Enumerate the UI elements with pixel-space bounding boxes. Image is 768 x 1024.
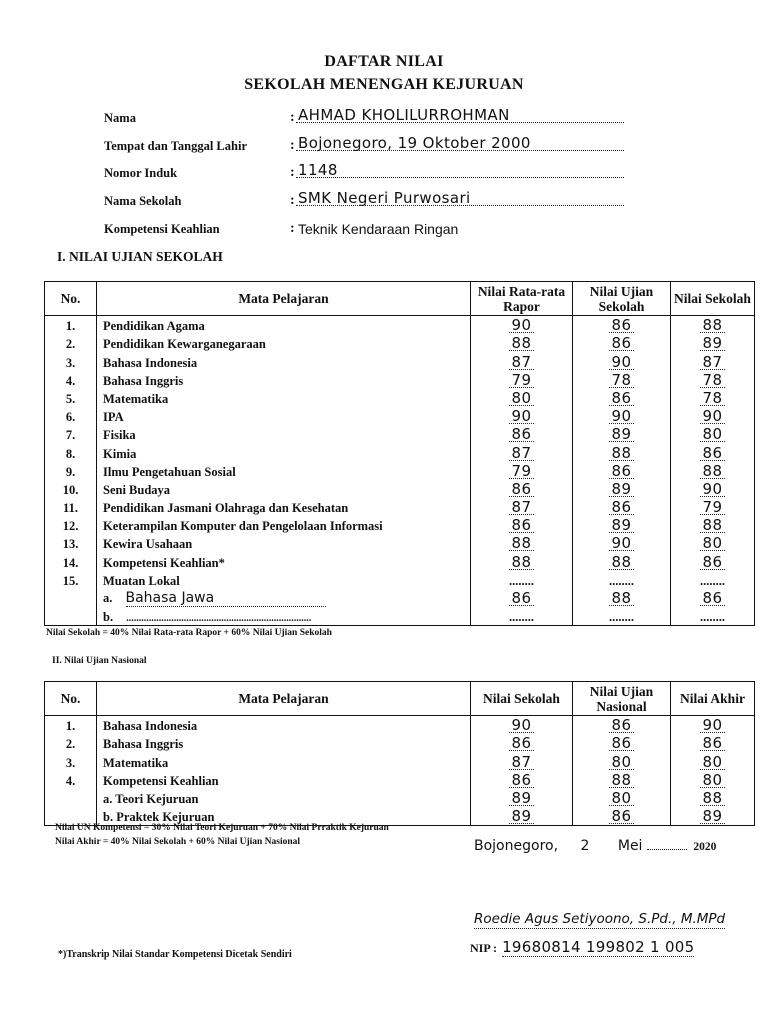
grade-ujian: 86 <box>611 498 632 517</box>
sub-item-letter: b. <box>103 610 114 625</box>
row-subject: IPA <box>97 407 471 425</box>
row-no: 1. <box>45 316 97 335</box>
grade-sekolah: 80 <box>702 425 723 444</box>
section2-heading: II. Nilai Ujian Nasional <box>52 656 147 666</box>
table-row <box>45 789 755 807</box>
row-subject: a. Teori Kejuruan <box>97 789 471 807</box>
table-row <box>45 407 755 425</box>
grade-akhir: 90 <box>702 716 723 735</box>
grade-rapor: 86 <box>511 589 532 607</box>
grade-rapor: ........ <box>471 571 573 589</box>
grade-rapor: 90 <box>511 407 532 426</box>
grade-sekolah: 86 <box>702 443 723 462</box>
row-no: 2. <box>45 334 97 352</box>
row-subject: Pendidikan Kewarganegaraan <box>97 334 471 352</box>
row-subject: Fisika <box>97 425 471 443</box>
field-value: Bojonegoro, 19 Oktober 2000 <box>298 134 531 152</box>
table-row <box>45 443 755 461</box>
table-row <box>45 716 755 735</box>
field-label: Nama Sekolah <box>104 194 182 208</box>
row-no: 11. <box>45 498 97 516</box>
table-row <box>45 552 755 570</box>
row-no: 13. <box>45 534 97 552</box>
grade-akhir: 88 <box>702 788 723 807</box>
grade-ujian: ........ <box>573 607 671 626</box>
dotted-line <box>296 122 624 123</box>
col-header-nilai-sekolah: Nilai Sekolah <box>471 682 573 716</box>
grade-sekolah: 86 <box>702 552 723 571</box>
grade-sekolah: 80 <box>702 534 723 553</box>
nip-label: NIP : <box>470 941 497 955</box>
table-row <box>45 607 755 626</box>
grade-sekolah: ........ <box>671 571 755 589</box>
dotted-line <box>296 177 624 178</box>
field-label: Nama <box>104 111 136 125</box>
row-no: 4. <box>45 371 97 389</box>
table-row <box>45 389 755 407</box>
grade-akhir: 89 <box>702 807 723 826</box>
table-row <box>45 334 755 352</box>
grade-sekolah: 86 <box>702 589 723 607</box>
grade-rapor: 88 <box>511 552 532 571</box>
grade-ujian: 86 <box>611 316 632 335</box>
grade-rapor: 87 <box>511 352 532 371</box>
sub-item-letter: a. <box>103 591 113 605</box>
col-header-no: No. <box>45 682 97 716</box>
grade-akhir: 80 <box>702 770 723 789</box>
field-value: AHMAD KHOLILURROHMAN <box>298 106 510 124</box>
row-subject: Bahasa Indonesia <box>97 716 471 735</box>
dotted-line <box>296 150 624 151</box>
table-row <box>45 534 755 552</box>
row-no: 4. <box>45 771 97 789</box>
sign-month: Mei <box>617 838 643 854</box>
grade-sekolah: 78 <box>702 370 723 389</box>
row-subject: b. Praktek Kejuruan <box>97 807 471 826</box>
section2-formula-1: Nilai UN Kompetensi = 30% Nilai Teori Kejuruan + 70% Nilai Prraktik Kejuruan <box>55 823 389 833</box>
grade-ujian: 86 <box>611 388 632 407</box>
col-header-nilai-akhir: Nilai Akhir <box>671 682 755 716</box>
row-no <box>45 589 97 607</box>
field-value: SMK Negeri Purwosari <box>298 189 471 207</box>
grade-rapor: 88 <box>511 334 532 353</box>
table-row <box>45 589 755 607</box>
table-row <box>45 352 755 370</box>
grade-sekolah: 88 <box>702 461 723 480</box>
nip-line <box>470 937 694 956</box>
col-header-rapor: Nilai Rata-rata Rapor <box>471 282 573 316</box>
grade-sekolah: 86 <box>511 734 532 753</box>
section1-formula: Nilai Sekolah = 40% Nilai Rata-rata Rapor + 60% Nilai Ujian Sekolah <box>46 628 332 638</box>
row-subject: Kimia <box>97 443 471 461</box>
grade-rapor: 79 <box>511 461 532 480</box>
row-subject: Kompetensi Keahlian* <box>97 552 471 570</box>
grade-sekolah: 88 <box>702 516 723 535</box>
grade-nasional: 86 <box>611 807 632 826</box>
field-value: Teknik Kendaraan Ringan <box>298 221 459 237</box>
table-row <box>45 498 755 516</box>
grade-ujian: 89 <box>611 516 632 535</box>
row-subject <box>97 589 471 607</box>
row-subject: Bahasa Inggris <box>97 371 471 389</box>
row-no: 10. <box>45 480 97 498</box>
row-subject: Bahasa Indonesia <box>97 352 471 370</box>
grade-nasional: 88 <box>611 770 632 789</box>
grade-nasional: 86 <box>611 734 632 753</box>
field-colon: : <box>290 193 295 208</box>
row-subject: Kewira Usahaan <box>97 534 471 552</box>
muatan-lokal-b: .......................................................................... <box>126 613 312 625</box>
grade-rapor: 86 <box>511 425 532 444</box>
field-value: 1148 <box>298 161 338 179</box>
col-header-subject: Mata Pelajaran <box>97 682 471 716</box>
col-header-no: No. <box>45 282 97 316</box>
table-row <box>45 571 755 589</box>
row-no: 2. <box>45 734 97 752</box>
grade-rapor: 80 <box>511 388 532 407</box>
school-exam-rows <box>45 316 755 626</box>
table-row <box>45 316 755 335</box>
row-no: 6. <box>45 407 97 425</box>
row-subject: Kompetensi Keahlian <box>97 771 471 789</box>
field-colon: : <box>290 221 295 236</box>
footnote: *)Transkrip Nilai Standar Kompetensi Dicetak Sendiri <box>58 949 292 960</box>
row-no: 5. <box>45 389 97 407</box>
grade-sekolah: 79 <box>702 498 723 517</box>
row-no: 3. <box>45 352 97 370</box>
grade-sekolah: 90 <box>702 479 723 498</box>
table-row <box>45 425 755 443</box>
grade-ujian: 88 <box>611 552 632 571</box>
row-subject: Bahasa Inggris <box>97 734 471 752</box>
field-colon: : <box>290 110 295 125</box>
grade-rapor: 86 <box>511 479 532 498</box>
col-header-nilai-sekolah: Nilai Sekolah <box>671 282 755 316</box>
row-subject: Pendidikan Jasmani Olahraga dan Kesehatan <box>97 498 471 516</box>
row-no <box>45 789 97 807</box>
place-and-date <box>474 838 716 854</box>
grade-sekolah: 89 <box>511 807 532 826</box>
nip-value: 19680814 199802 1 005 <box>502 938 695 956</box>
grade-ujian: 89 <box>611 479 632 498</box>
school-exam-table <box>44 281 755 626</box>
section2-formula-2: Nilai Akhir = 40% Nilai Sekolah + 60% Nilai Ujian Nasional <box>55 837 301 847</box>
grade-rapor: 86 <box>511 516 532 535</box>
table-row <box>45 752 755 770</box>
row-no <box>45 607 97 626</box>
grade-ujian: 90 <box>611 352 632 371</box>
section1-heading: I. NILAI UJIAN SEKOLAH <box>57 249 223 264</box>
row-subject: Pendidikan Agama <box>97 316 471 335</box>
row-subject: Keterampilan Komputer dan Pengelolaan Informasi <box>97 516 471 534</box>
row-subject <box>97 607 471 626</box>
grade-ujian: 78 <box>611 370 632 389</box>
field-colon: : <box>290 165 295 180</box>
row-no: 1. <box>45 716 97 735</box>
signatory-name: Roedie Agus Setiyoono, S.Pd., M.MPd <box>474 911 726 927</box>
grade-sekolah: 86 <box>511 770 532 789</box>
grade-akhir: 86 <box>702 734 723 753</box>
grade-sekolah: 87 <box>511 752 532 771</box>
sign-place: Bojonegoro, <box>474 838 559 854</box>
grade-rapor: 79 <box>511 370 532 389</box>
grade-nasional: 80 <box>611 752 632 771</box>
grade-ujian: 90 <box>611 407 632 426</box>
row-no: 14. <box>45 552 97 570</box>
grade-ujian: 88 <box>611 589 632 607</box>
row-subject: Ilmu Pengetahuan Sosial <box>97 462 471 480</box>
grade-ujian: 88 <box>611 443 632 462</box>
grade-rapor: 87 <box>511 443 532 462</box>
national-exam-table <box>44 681 755 826</box>
grade-ujian: 86 <box>611 461 632 480</box>
field-colon: : <box>290 138 295 153</box>
grade-sekolah: 88 <box>702 316 723 335</box>
grade-sekolah: ........ <box>671 607 755 626</box>
grade-nasional: 86 <box>611 716 632 735</box>
grade-rapor: 90 <box>511 316 532 335</box>
sign-year: 2020 <box>693 841 717 853</box>
row-no: 8. <box>45 443 97 461</box>
grade-sekolah: 87 <box>702 352 723 371</box>
field-label: Nomor Induk <box>104 166 178 180</box>
grade-ujian: 86 <box>611 334 632 353</box>
row-no: 3. <box>45 752 97 770</box>
table-row <box>45 771 755 789</box>
grade-sekolah: 89 <box>511 788 532 807</box>
field-label: Kompetensi Keahlian <box>104 222 220 236</box>
grade-sekolah: 78 <box>702 388 723 407</box>
national-exam-rows <box>45 716 755 826</box>
row-subject: Matematika <box>97 389 471 407</box>
table-row <box>45 371 755 389</box>
row-no: 15. <box>45 571 97 589</box>
col-header-ujian-nasional: Nilai Ujian Nasional <box>573 682 671 716</box>
row-subject: Seni Budaya <box>97 480 471 498</box>
table-row <box>45 734 755 752</box>
grade-rapor: ........ <box>471 607 573 626</box>
sign-day: 2 <box>580 838 590 854</box>
grade-ujian: ........ <box>573 571 671 589</box>
grade-nasional: 80 <box>611 788 632 807</box>
row-no: 9. <box>45 462 97 480</box>
table-row <box>45 462 755 480</box>
col-header-ujian-sekolah: Nilai Ujian Sekolah <box>573 282 671 316</box>
grade-rapor: 88 <box>511 534 532 553</box>
row-subject: Matematika <box>97 752 471 770</box>
table-row <box>45 516 755 534</box>
grade-akhir: 80 <box>702 752 723 771</box>
document-title-line1: DAFTAR NILAI <box>324 53 444 70</box>
dotted-line <box>647 839 687 850</box>
document-title-line2: SEKOLAH MENENGAH KEJURUAN <box>244 76 524 93</box>
grade-sekolah: 90 <box>702 407 723 426</box>
row-subject: Muatan Lokal <box>97 571 471 589</box>
table-row <box>45 480 755 498</box>
grade-ujian: 90 <box>611 534 632 553</box>
dotted-line <box>296 205 624 206</box>
row-no: 7. <box>45 425 97 443</box>
grade-sekolah: 90 <box>511 716 532 735</box>
grade-rapor: 87 <box>511 498 532 517</box>
grade-ujian: 89 <box>611 425 632 444</box>
field-label: Tempat dan Tanggal Lahir <box>104 139 247 153</box>
col-header-subject: Mata Pelajaran <box>97 282 471 316</box>
row-no: 12. <box>45 516 97 534</box>
grade-sekolah: 89 <box>702 334 723 353</box>
muatan-lokal-a: Bahasa Jawa <box>126 590 326 607</box>
